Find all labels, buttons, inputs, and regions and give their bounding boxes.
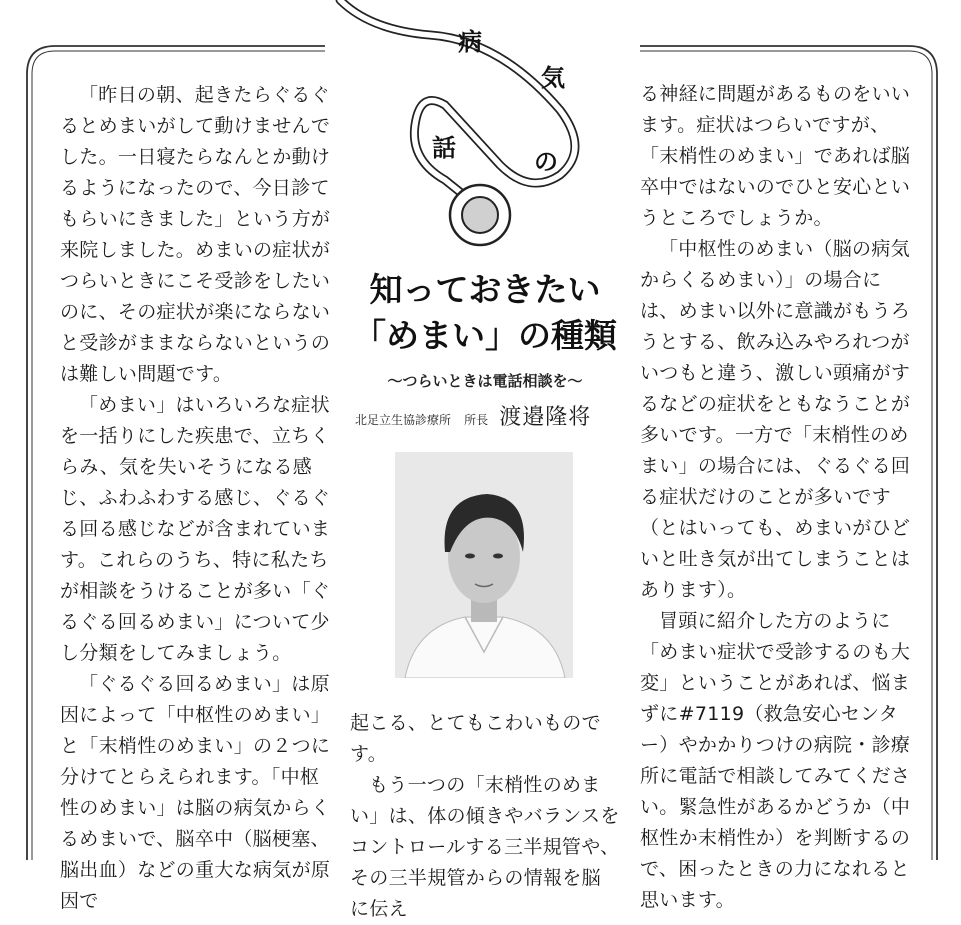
paragraph: 「ぐるぐる回るめまい」は原因によって「中枢性のめまい」と「末梢性のめまい」の２つに分けてとらえられます。「中枢性のめまい」は脳の病気からくるめまいで、脳卒中（脳梗塞、脳出血）などの重大な病気が原因で (60, 673, 331, 912)
logo-char-byo: 病 (458, 28, 482, 56)
headline-subtitle: 〜つらいときは電話相談を〜 (387, 372, 583, 390)
logo-char-no: の (534, 148, 558, 176)
logo-char-hanashi: 話 (432, 134, 456, 162)
article-column-left (60, 80, 332, 917)
paragraph: 「めまい」はいろいろな症状を一括りにした疾患で、立ちくらみ、気を失いそうになる感じ、ふわふわする感じ、ぐるぐる回る感じなどが含まれています。これらのうち、特に私たちが相談をうけることが多い「ぐるぐる回るめまい」について少し分類をしてみましょう。 (60, 394, 331, 664)
author-photo (395, 452, 573, 678)
headline-line-2: 「めまい」の種類 (353, 316, 617, 355)
headline-line-1: 知っておきたい (369, 270, 601, 309)
paragraph: もう一つの「末梢性のめまい」は、体の傾きやバランスをコントロールする三半規管や、その三半規管からの情報を脳に伝え (350, 774, 620, 920)
byline (355, 400, 625, 431)
paragraph: る神経に問題があるものをいいます。症状はつらいですが、「末梢性のめまい」であれば脳卒中ではないのでひと安心というところでしょうか。 (640, 83, 911, 229)
article-column-right (640, 79, 915, 916)
author-organization: 北足立生協診療所 (355, 413, 452, 427)
paragraph: 起こる、とてもこわいものです。 (350, 712, 601, 765)
article-column-center (350, 708, 620, 925)
logo-char-ki: 気 (541, 64, 565, 92)
author-name: 渡邉隆将 (499, 405, 592, 430)
paragraph: 「昨日の朝、起きたらぐるぐるとめまいがして動けませんでした。一日寝たらなんとか動けるようになったので、今日診てもらいにきました」という方が来院しました。めまいの症状がつらいときにこそ受診をしたいのに、その症状が楽にならないと受診がままならないというのは難しい問題です。 (60, 84, 331, 385)
paragraph: 「中枢性のめまい（脳の病気からくるめまい）」の場合には、めまい以外に意識がもうろうとする、飲み込みやろれつがいつもと違う、激しい頭痛がするなどの症状をともなうことが多いです。一方で「末梢性のめまい」の場合には、ぐるぐる回る症状だけのことが多いです（とはいっても、めまいがひどいと吐き気が出てしまうことはあります）。 (640, 238, 911, 601)
author-role: 所長 (464, 413, 489, 427)
paragraph: 冒頭に紹介した方のように「めまい症状で受診するのも大変」ということがあれば、悩まずに#7119（救急安心センター）やかかりつけの病院・診療所に電話で相談してみてください。緊急性があるかどうか（中枢性か末梢性か）を判断するので、困ったときの力になれると思います。 (640, 610, 911, 911)
